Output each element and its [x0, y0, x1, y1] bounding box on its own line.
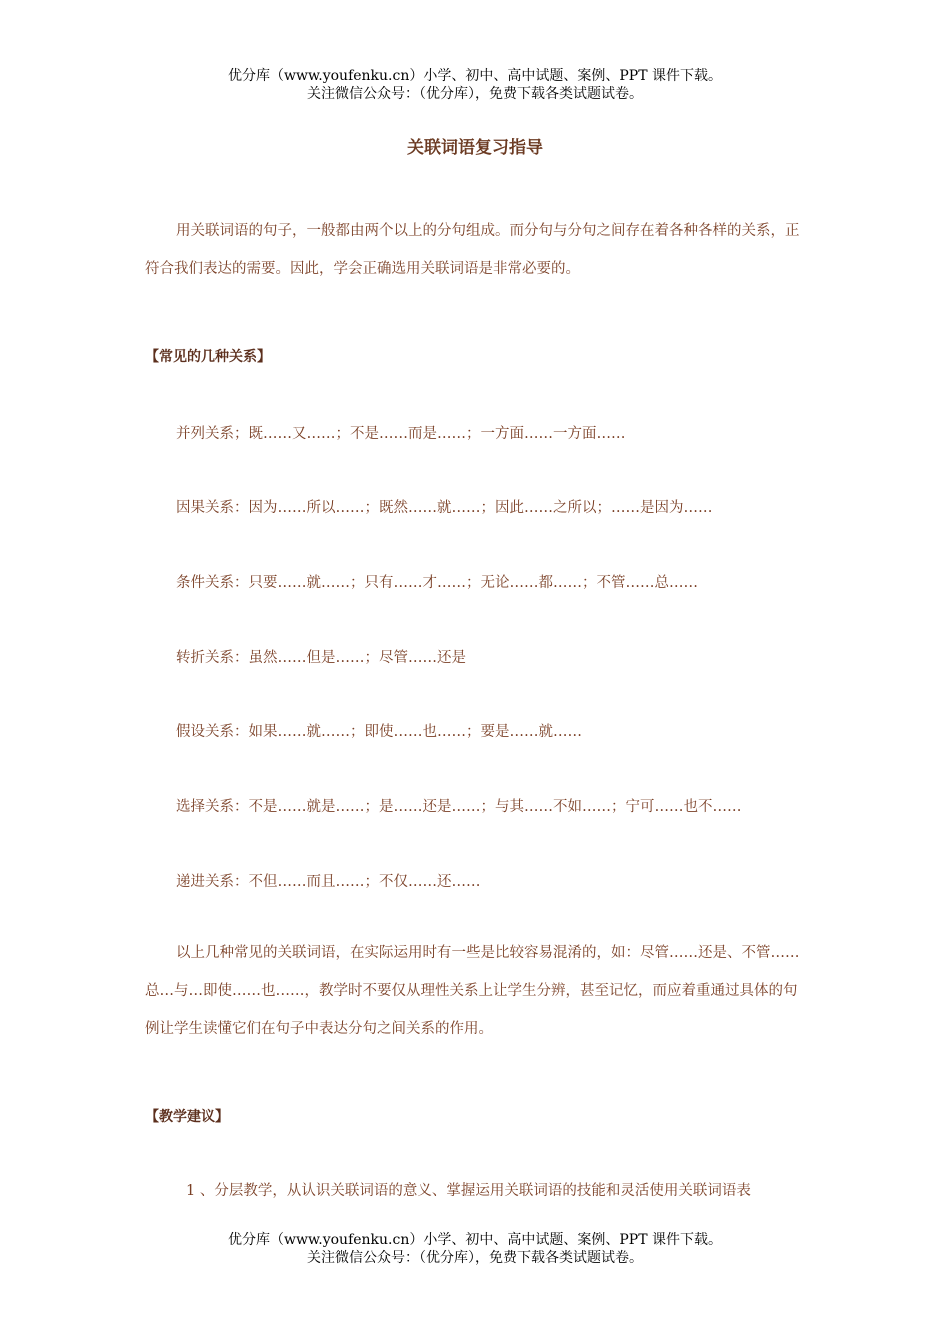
header-line-1: 优分库（www.youfenku.cn）小学、初中、高中试题、案例、PPT 课件下载。: [227, 68, 722, 84]
relation-item: 并列关系；既……又……；不是……而是……；一方面……一方面……: [176, 426, 626, 442]
relation-item: 转折关系：虽然……但是……；尽管……还是: [176, 650, 466, 666]
header-line-2: 关注微信公众号：（优分库），免费下载各类试题试卷。: [307, 86, 643, 102]
intro-paragraph: 用关联词语的句子，一般都由两个以上的分句组成。而分句与分句之间存在着各种各样的关系，正符合我们表达的需要。因此，学会正确选用关联词语是非常必要的。: [145, 223, 800, 277]
page-header: [0, 67, 950, 103]
footer-line-2: 关注微信公众号：（优分库），免费下载各类试题试卷。: [307, 1250, 643, 1266]
section-heading-teaching: 【教学建议】: [145, 1109, 229, 1125]
summary-paragraph: 以上几种常见的关联词语，在实际运用时有一些是比较容易混淆的，如：尽管……还是、不管……总…与…即使……也……，教学时不要仅从理性关系上让学生分辨，甚至记忆，而应着重通过具体的句例让学生读懂它们在句子中表达分句之间关系的作用。: [145, 945, 800, 1037]
relation-item: 递进关系：不但……而且……；不仅……还……: [176, 874, 481, 890]
document-title: 关联词语复习指导: [407, 138, 543, 158]
relation-item: 选择关系：不是……就是……；是……还是……；与其……不如……；宁可……也不……: [176, 799, 742, 815]
footer-line-1: 优分库（www.youfenku.cn）小学、初中、高中试题、案例、PPT 课件下载。: [227, 1232, 722, 1248]
relation-item: 因果关系：因为……所以……；既然……就……；因此……之所以；……是因为……: [176, 500, 713, 516]
section-heading-relations: 【常见的几种关系】: [145, 349, 271, 365]
relation-item: 假设关系：如果……就……；即使……也……；要是……就……: [176, 724, 582, 740]
page-footer: [0, 1231, 950, 1267]
relation-item: 条件关系：只要……就……；只有……才……；无论……都……；不管……总……: [176, 575, 698, 591]
suggestion-item: 1 、分层教学，从认识关联词语的意义、掌握运用关联词语的技能和灵活使用关联词语表: [186, 1183, 751, 1199]
